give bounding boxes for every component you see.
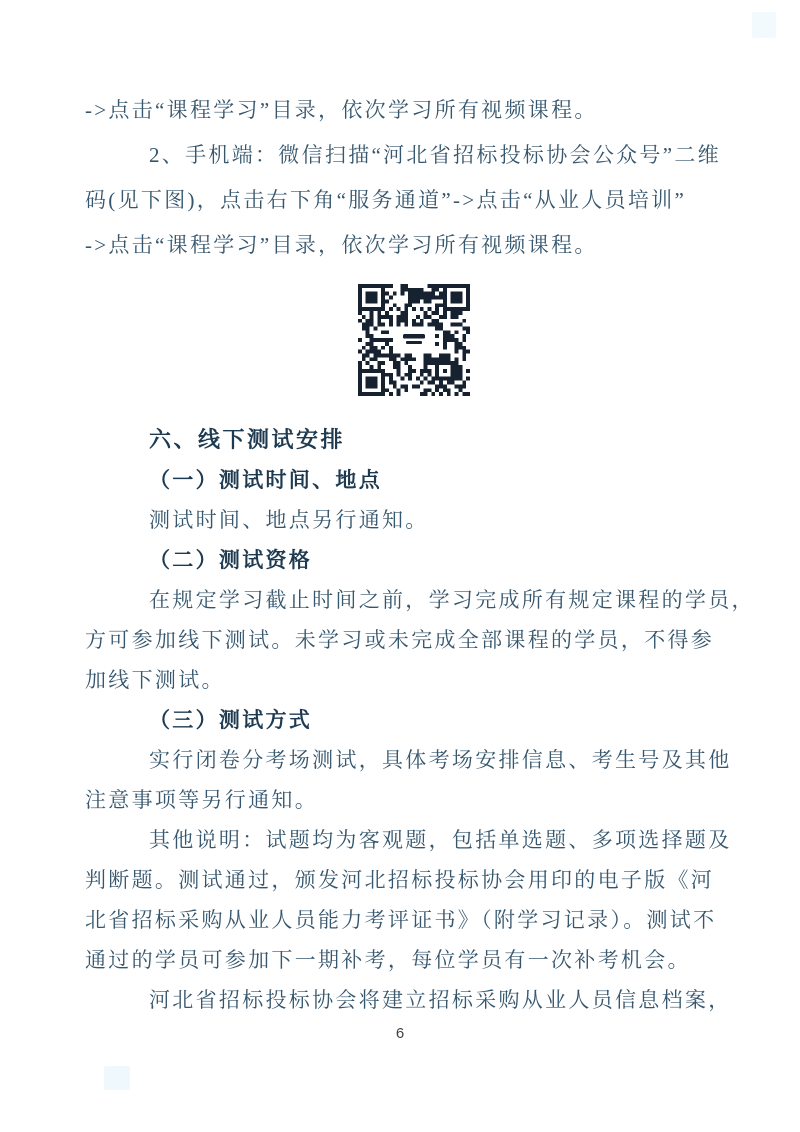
text-line: 其他说明：试题均为客观题，包括单选题、多项选择题及 — [149, 828, 732, 852]
text-line: 河北省招标投标协会将建立招标采购从业人员信息档案， — [149, 988, 732, 1012]
scan-smudge — [104, 1066, 130, 1090]
text-line: 实行闭卷分考场测试，具体考场安排信息、考生号及其他 — [149, 748, 732, 772]
text-line: 北省招标采购从业人员能力考评证书》（附学习记录）。测试不 — [85, 908, 717, 932]
text-line: 加线下测试。 — [85, 668, 225, 692]
text-line: 通过的学员可参加下一期补考，每位学员有一次补考机会。 — [85, 948, 691, 972]
subsection-heading: （二）测试资格 — [149, 548, 313, 572]
section-heading: 六、线下测试安排 — [149, 427, 346, 452]
text-line: 2、手机端：微信扫描“河北省招标投标协会公众号”二维 — [149, 143, 721, 167]
qr-code — [358, 284, 470, 396]
qr-code-svg — [358, 284, 470, 396]
subsection-heading: （三）测试方式 — [149, 708, 313, 732]
text-line: 方可参加线下测试。未学习或未完成全部课程的学员，不得参 — [85, 628, 715, 652]
text-line: 注意事项等另行通知。 — [85, 788, 318, 812]
text-line: 判断题。测试通过，颁发河北招标投标协会用印的电子版《河 — [85, 868, 715, 892]
text-line: 测试时间、地点另行通知。 — [149, 508, 429, 532]
section-offline-test — [85, 420, 755, 1020]
page-number: 6 — [395, 1025, 405, 1042]
text-line: 码(见下图)，点击右下角“服务通道”->点击“从业人员培训” — [85, 188, 687, 212]
subsection-heading: （一）测试时间、地点 — [149, 468, 382, 492]
text-line: ->点击“课程学习”目录，依次学习所有视频课程。 — [85, 98, 598, 122]
scan-smudge — [752, 12, 776, 38]
text-line: 在规定学习截止时间之前，学习完成所有规定课程的学员， — [149, 588, 755, 612]
text-line: ->点击“课程学习”目录，依次学习所有视频课程。 — [85, 233, 598, 257]
